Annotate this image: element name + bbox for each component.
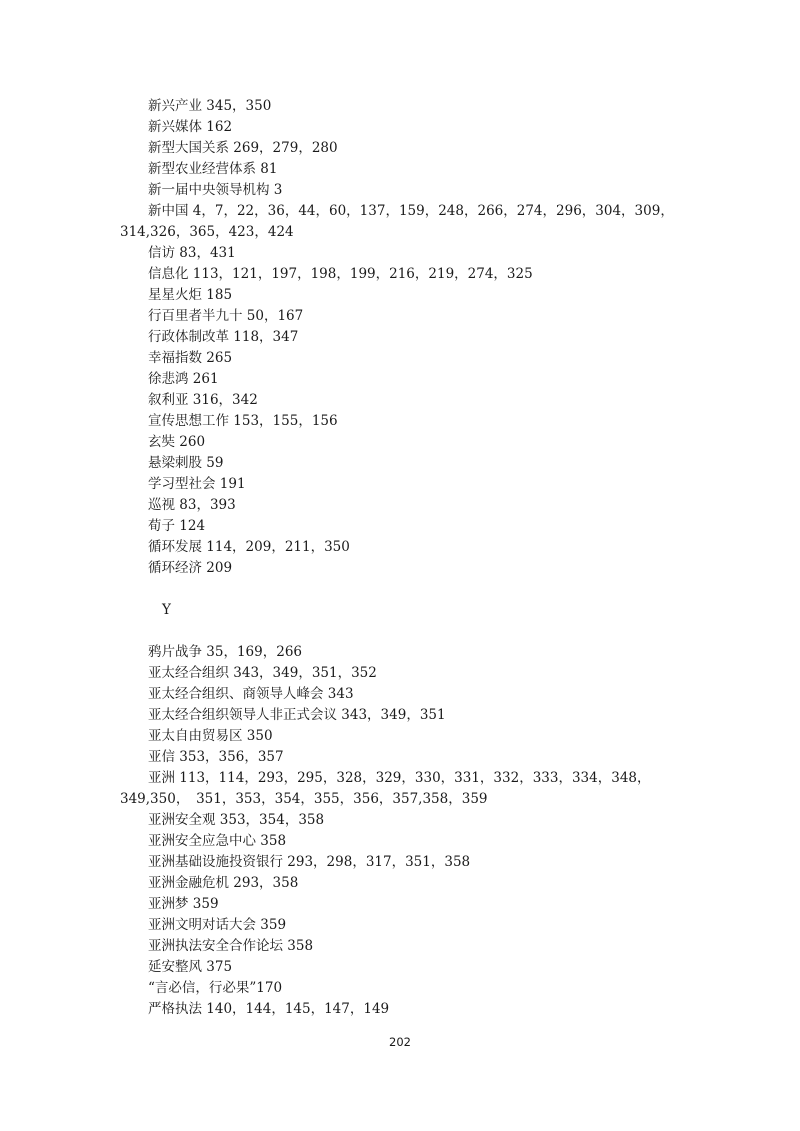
index-entry: 严格执法 140，144，145，147，149 xyxy=(148,1001,390,1017)
index-entry: 亚洲 113，114，293，295，328，329，330，331，332，333，334，348，349,350， 351，353，354，355，356，357,358，359 xyxy=(120,770,651,807)
index-entry: 亚太经合组织领导人非正式会议 343，349，351 xyxy=(148,707,446,723)
index-entry: 延安整风 375 xyxy=(148,959,233,975)
index-entry: “言必信，行必果”170 xyxy=(148,980,283,996)
index-entry: 信息化 113，121，197，198，199，216，219，274，325 xyxy=(148,266,533,282)
index-entry: 学习型社会 191 xyxy=(148,476,246,492)
index-entry: 鸦片战争 35，169，266 xyxy=(148,644,303,660)
index-entry: 行政体制改革 118，347 xyxy=(148,329,299,345)
index-entry: 玄奘 260 xyxy=(148,434,206,450)
section-letter-heading: Y xyxy=(162,602,171,618)
index-entry: 亚洲金融危机 293，358 xyxy=(148,875,299,891)
index-entry: 新兴媒体 162 xyxy=(148,119,233,135)
index-entry: 亚太经合组织、商领导人峰会 343 xyxy=(148,686,354,702)
index-entry: 幸福指数 265 xyxy=(148,350,233,366)
index-entry: 新型农业经营体系 81 xyxy=(148,161,278,177)
index-entry: 悬梁刺股 59 xyxy=(148,455,224,471)
index-entry: 新型大国关系 269，279，280 xyxy=(148,140,338,156)
index-entry: 亚洲基础设施投资银行 293，298，317，351，358 xyxy=(148,854,471,870)
index-entry: 荀子 124 xyxy=(148,518,206,534)
index-entry: 新一届中央领导机构 3 xyxy=(148,182,283,198)
index-entry: 信访 83，431 xyxy=(148,245,236,261)
index-entry: 亚太自由贸易区 350 xyxy=(148,728,273,744)
index-entry: 亚太经合组织 343，349，351，352 xyxy=(148,665,377,681)
index-entry: 新中国 4，7，22，36，44，60，137，159，248，266，274，296，304，309，314,326，365，423，424 xyxy=(120,203,674,240)
index-entry: 行百里者半九十 50，167 xyxy=(148,308,304,324)
index-entry: 叙利亚 316，342 xyxy=(148,392,258,408)
index-entry: 星星火炬 185 xyxy=(148,287,233,303)
index-entry: 循环经济 209 xyxy=(148,560,233,576)
index-entry: 循环发展 114，209，211，350 xyxy=(148,539,350,555)
index-entry: 巡视 83，393 xyxy=(148,497,236,513)
index-entry: 宣传思想工作 153，155，156 xyxy=(148,413,338,429)
index-entry: 亚洲安全应急中心 358 xyxy=(148,833,287,849)
index-entry: 亚洲梦 359 xyxy=(148,896,219,912)
index-entry: 亚洲文明对话大会 359 xyxy=(148,917,287,933)
index-entry: 亚洲执法安全合作论坛 358 xyxy=(148,938,314,954)
index-entry: 亚信 353，356，357 xyxy=(148,749,284,765)
page-number: 202 xyxy=(389,1035,411,1049)
index-entry: 亚洲安全观 353，354，358 xyxy=(148,812,325,828)
index-entry: 新兴产业 345，350 xyxy=(148,98,272,114)
index-section-x xyxy=(120,96,680,1020)
index-entry: 徐悲鸿 261 xyxy=(148,371,219,387)
